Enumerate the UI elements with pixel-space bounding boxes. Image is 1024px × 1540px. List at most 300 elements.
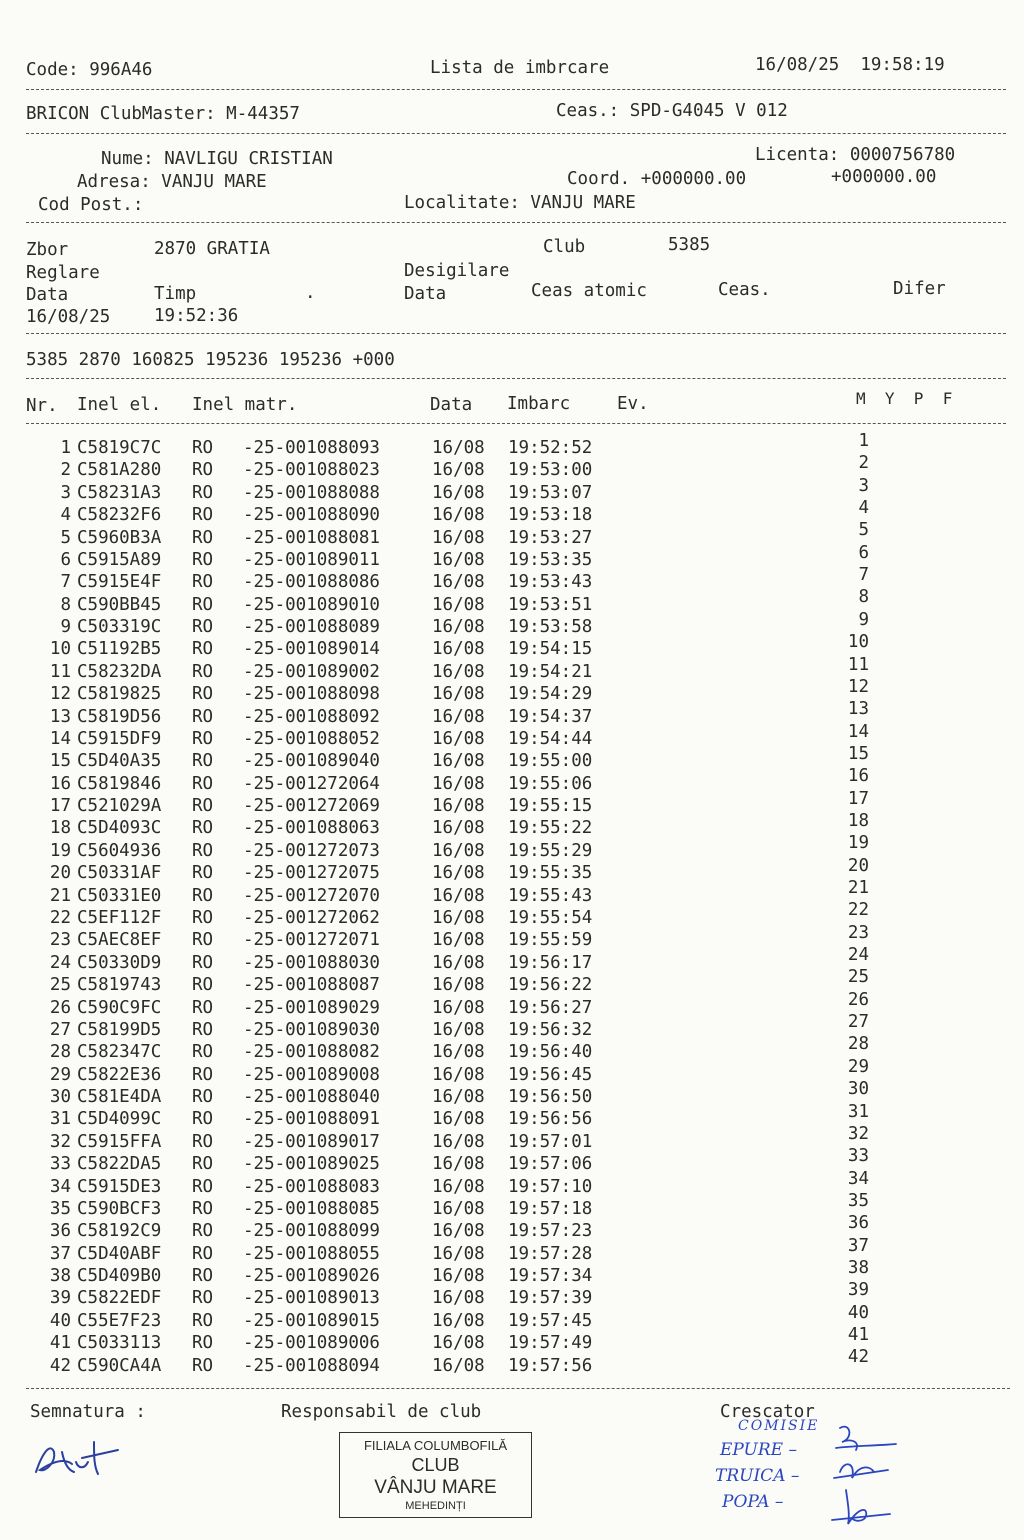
position-number: 28 xyxy=(847,1034,869,1055)
ring-country: RO xyxy=(192,527,214,548)
owner-address: Adresa: VANJU MARE xyxy=(77,172,267,192)
electronic-ring: C590CA4A xyxy=(77,1355,162,1376)
arrival-date: 16/08 xyxy=(432,1266,485,1287)
row-number: 22 xyxy=(49,907,71,928)
timp-label: Timp xyxy=(154,284,197,304)
difer-label: Difer xyxy=(893,279,946,299)
electronic-ring: C5D4099C xyxy=(77,1109,162,1130)
registration-ring: -25-001088098 xyxy=(243,684,380,705)
arrival-time: 19:53:43 xyxy=(508,572,593,593)
table-row xyxy=(0,654,1024,686)
registration-ring: -25-001088083 xyxy=(243,1176,380,1197)
divider xyxy=(26,423,1006,424)
registration-ring: -25-001088092 xyxy=(243,706,380,727)
registration-ring: -25-001088086 xyxy=(243,572,380,593)
ring-country: RO xyxy=(192,773,214,794)
position-number: 25 xyxy=(847,967,869,988)
club-label: Club xyxy=(543,237,586,257)
ring-country: RO xyxy=(192,1243,214,1264)
electronic-ring: C5915DF9 xyxy=(77,728,162,749)
registration-ring: -25-001088081 xyxy=(243,527,380,548)
table-row xyxy=(0,1190,1024,1224)
col-header-ev: Ev. xyxy=(617,394,649,414)
arrival-date: 16/08 xyxy=(432,1355,485,1376)
electronic-ring: C5604936 xyxy=(77,840,162,861)
arrival-time: 19:56:45 xyxy=(508,1064,593,1085)
divider xyxy=(26,89,1006,90)
commission-member-1: EPURE – xyxy=(720,1440,797,1460)
position-number: 26 xyxy=(847,989,869,1010)
registration-ring: -25-001088093 xyxy=(243,438,380,458)
position-number: 17 xyxy=(847,788,869,809)
arrival-time: 19:56:32 xyxy=(508,1019,593,1040)
document-title: Lista de imbrcare xyxy=(430,58,610,78)
electronic-ring: C58232F6 xyxy=(77,505,162,526)
registration-ring: -25-001088085 xyxy=(243,1198,380,1219)
arrival-time: 19:54:29 xyxy=(508,684,593,705)
registration-ring: -25-001089029 xyxy=(243,997,380,1018)
ring-country: RO xyxy=(192,1064,214,1085)
registration-ring: -25-001272070 xyxy=(243,885,380,906)
flight-code-line: 5385 2870 160825 195236 195236 +000 xyxy=(26,350,395,370)
table-row xyxy=(0,810,1024,843)
ring-country: RO xyxy=(192,907,214,928)
registration-ring: -25-001088082 xyxy=(243,1042,380,1063)
ring-country: RO xyxy=(192,1266,214,1287)
row-number: 13 xyxy=(49,706,71,727)
signature-label: Semnatura : xyxy=(30,1402,146,1422)
ring-country: RO xyxy=(192,863,214,884)
electronic-ring: C521029A xyxy=(77,796,162,817)
row-number: 8 xyxy=(60,594,71,615)
electronic-ring: C58192C9 xyxy=(77,1221,162,1242)
table-row xyxy=(0,609,1024,641)
table-row xyxy=(0,565,1024,596)
electronic-ring: C5822DA5 xyxy=(77,1154,162,1175)
arrival-date: 16/08 xyxy=(432,930,485,951)
arrival-time: 19:53:58 xyxy=(508,617,593,638)
registration-ring: -25-001088055 xyxy=(243,1243,380,1264)
arrival-date: 16/08 xyxy=(432,639,485,660)
col-header-inel-el: Inel el. xyxy=(77,395,162,415)
electronic-ring: C503319C xyxy=(77,617,162,638)
ring-country: RO xyxy=(192,594,214,615)
table-row xyxy=(0,1280,1024,1313)
col-header-nr: Nr. xyxy=(26,396,58,416)
table-row xyxy=(0,1347,1024,1380)
ring-country: RO xyxy=(192,1019,214,1040)
ring-country: RO xyxy=(192,661,214,682)
arrival-date: 16/08 xyxy=(432,975,485,996)
ring-country: RO xyxy=(192,1109,214,1130)
arrival-time: 19:57:18 xyxy=(508,1198,593,1219)
electronic-ring: C5915A89 xyxy=(77,549,162,570)
registration-ring: -25-001088099 xyxy=(243,1221,380,1242)
divider xyxy=(26,222,1006,223)
row-number: 2 xyxy=(60,460,71,481)
row-number: 9 xyxy=(60,617,71,638)
position-number: 24 xyxy=(847,945,869,966)
row-number: 41 xyxy=(49,1333,71,1354)
document-code: Code: 996A46 xyxy=(26,60,153,80)
registration-ring: -25-001088040 xyxy=(243,1087,380,1108)
table-row xyxy=(0,1213,1024,1246)
table-row xyxy=(0,498,1024,529)
flight-value: 2870 GRATIA xyxy=(154,239,270,259)
arrival-time: 19:53:00 xyxy=(508,460,593,481)
ring-country: RO xyxy=(192,751,214,772)
col-header-data: Data xyxy=(430,395,473,415)
table-row xyxy=(0,922,1024,955)
arrival-date: 16/08 xyxy=(432,1131,485,1152)
commission-member-2: TRUICA – xyxy=(715,1466,800,1486)
ring-country: RO xyxy=(192,818,214,839)
position-number: 41 xyxy=(847,1325,869,1345)
row-number: 30 xyxy=(49,1087,71,1108)
ring-country: RO xyxy=(192,639,214,660)
electronic-ring: C58231A3 xyxy=(77,482,162,503)
owner-coord: Coord. +000000.00 xyxy=(567,169,747,189)
ring-country: RO xyxy=(192,1087,214,1108)
arrival-date: 16/08 xyxy=(432,1064,485,1085)
row-number: 14 xyxy=(49,728,71,749)
signature-mark xyxy=(28,1432,128,1487)
arrival-time: 19:57:23 xyxy=(508,1221,593,1242)
electronic-ring: C581A280 xyxy=(77,460,162,481)
electronic-ring: C590BCF3 xyxy=(77,1198,162,1219)
ring-country: RO xyxy=(192,1042,214,1063)
owner-license: Licenta: 0000756780 xyxy=(755,145,956,165)
col-header-inel-matr: Inel matr. xyxy=(192,395,298,415)
electronic-ring: C58232DA xyxy=(77,661,162,682)
registration-ring: -25-001089040 xyxy=(243,751,380,772)
registration-ring: -25-001088089 xyxy=(243,617,380,638)
table-row xyxy=(0,743,1024,776)
registration-ring: -25-001088087 xyxy=(243,975,380,996)
table-row xyxy=(0,900,1024,932)
club-value: 5385 xyxy=(668,235,711,255)
ring-country: RO xyxy=(192,1221,214,1242)
row-number: 31 xyxy=(49,1109,71,1130)
table-row xyxy=(0,945,1024,977)
registration-ring: -25-001088023 xyxy=(243,460,380,481)
arrival-time: 19:55:43 xyxy=(508,885,593,906)
arrival-time: 19:55:06 xyxy=(508,773,593,794)
electronic-ring: C5822E36 xyxy=(77,1064,162,1085)
position-number: 10 xyxy=(847,632,869,653)
arrival-time: 19:53:07 xyxy=(508,482,593,503)
clock-id: Ceas.: SPD-G4045 V 012 xyxy=(556,101,788,121)
arrival-time: 19:54:21 xyxy=(508,661,593,682)
registration-ring: -25-001088030 xyxy=(243,952,380,973)
table-row xyxy=(0,1168,1024,1201)
table-row xyxy=(0,431,1024,462)
registration-ring: -25-001272073 xyxy=(243,840,380,861)
position-number: 8 xyxy=(858,587,869,608)
position-number: 16 xyxy=(847,766,869,787)
registration-ring: -25-001089015 xyxy=(243,1310,380,1331)
table-row xyxy=(0,967,1024,1000)
row-number: 20 xyxy=(49,863,71,884)
registration-ring: -25-001089010 xyxy=(243,594,380,615)
arrival-date: 16/08 xyxy=(432,863,485,884)
position-number: 12 xyxy=(847,676,869,697)
row-number: 29 xyxy=(49,1064,71,1085)
electronic-ring: C5915DE3 xyxy=(77,1176,162,1197)
ring-country: RO xyxy=(192,460,214,481)
arrival-time: 19:56:56 xyxy=(508,1109,593,1130)
arrival-date: 16/08 xyxy=(432,438,485,458)
arrival-date: 16/08 xyxy=(432,1221,485,1242)
ring-country: RO xyxy=(192,438,214,458)
position-number: 35 xyxy=(847,1190,869,1211)
ring-country: RO xyxy=(192,952,214,973)
breeder-label: Crescator xyxy=(720,1402,815,1422)
registration-ring: -25-001089014 xyxy=(243,639,380,660)
arrival-date: 16/08 xyxy=(432,1198,485,1219)
electronic-ring: C5915FFA xyxy=(77,1131,162,1152)
registration-ring: -25-001089025 xyxy=(243,1154,380,1175)
divider xyxy=(26,1388,1010,1389)
position-number: 14 xyxy=(847,721,869,742)
data-label: Data xyxy=(26,285,69,305)
row-number: 32 xyxy=(49,1131,71,1152)
electronic-ring: C5AEC8EF xyxy=(77,930,162,951)
print-datetime: 16/08/25 19:58:19 xyxy=(755,55,945,75)
registration-ring: -25-001272062 xyxy=(243,907,380,928)
commission-signatures xyxy=(830,1420,910,1535)
registration-ring: -25-001272075 xyxy=(243,863,380,884)
stamp-line-2: CLUB xyxy=(411,1455,460,1475)
arrival-time: 19:56:40 xyxy=(508,1042,593,1063)
electronic-ring: C5EF112F xyxy=(77,907,162,928)
arrival-time: 19:57:49 xyxy=(508,1333,593,1354)
arrival-time: 19:55:59 xyxy=(508,930,593,951)
table-row xyxy=(0,520,1024,552)
row-number: 19 xyxy=(49,840,71,861)
arrival-date: 16/08 xyxy=(432,684,485,705)
electronic-ring: C5819743 xyxy=(77,975,162,996)
row-number: 7 xyxy=(60,572,71,593)
owner-coord-2: +000000.00 xyxy=(831,167,937,187)
ring-country: RO xyxy=(192,796,214,817)
row-number: 23 xyxy=(49,930,71,951)
electronic-ring: C5D409B0 xyxy=(77,1266,162,1287)
row-number: 38 xyxy=(49,1266,71,1287)
row-number: 24 xyxy=(49,952,71,973)
arrival-date: 16/08 xyxy=(432,661,485,682)
arrival-date: 16/08 xyxy=(432,818,485,839)
arrival-time: 19:56:22 xyxy=(508,975,593,996)
reglare-date: 16/08/25 xyxy=(26,307,111,327)
electronic-ring: C50331AF xyxy=(77,863,162,884)
arrival-date: 16/08 xyxy=(432,885,485,906)
stamp-line-3: VÂNJU MARE xyxy=(374,1477,497,1498)
electronic-ring: C51192B5 xyxy=(77,639,162,660)
registration-ring: -25-001089002 xyxy=(243,661,380,682)
position-number: 33 xyxy=(847,1146,869,1167)
arrival-time: 19:54:44 xyxy=(508,728,593,749)
ring-country: RO xyxy=(192,549,214,570)
reglare-label: Reglare xyxy=(26,263,100,283)
table-row xyxy=(0,1146,1024,1179)
ring-country: RO xyxy=(192,1288,214,1309)
arrival-time: 19:57:28 xyxy=(508,1243,593,1264)
divider xyxy=(26,333,1006,334)
registration-ring: -25-001272069 xyxy=(243,796,380,817)
arrival-date: 16/08 xyxy=(432,594,485,615)
position-number: 42 xyxy=(847,1347,869,1368)
registration-ring: -25-001088094 xyxy=(243,1355,380,1376)
arrival-time: 19:57:06 xyxy=(508,1154,593,1175)
ring-country: RO xyxy=(192,885,214,906)
arrival-date: 16/08 xyxy=(432,505,485,526)
owner-postcode: Cod Post.: xyxy=(38,195,144,215)
registration-ring: -25-001089017 xyxy=(243,1131,380,1152)
col-header-imbarc: Imbarc xyxy=(507,394,571,414)
row-number: 42 xyxy=(49,1355,71,1376)
registration-ring: -25-001089011 xyxy=(243,549,380,570)
arrival-date: 16/08 xyxy=(432,460,485,481)
row-number: 35 xyxy=(49,1198,71,1219)
table-row xyxy=(0,766,1024,798)
arrival-date: 16/08 xyxy=(432,773,485,794)
table-row xyxy=(0,721,1024,753)
table-row xyxy=(0,1034,1024,1067)
arrival-time: 19:53:27 xyxy=(508,527,593,548)
arrival-date: 16/08 xyxy=(432,617,485,638)
arrival-time: 19:57:39 xyxy=(508,1288,593,1309)
arrival-date: 16/08 xyxy=(432,1154,485,1175)
electronic-ring: C5D40ABF xyxy=(77,1243,162,1264)
electronic-ring: C5033113 xyxy=(77,1333,162,1354)
electronic-ring: C5822EDF xyxy=(77,1288,162,1309)
stamp-line-4: MEHEDINȚI xyxy=(405,1500,466,1512)
arrival-time: 19:53:35 xyxy=(508,549,593,570)
table-row xyxy=(0,1056,1024,1089)
arrival-date: 16/08 xyxy=(432,751,485,772)
ring-country: RO xyxy=(192,1131,214,1152)
club-responsible-label: Responsabil de club xyxy=(281,1402,482,1422)
arrival-time: 19:55:29 xyxy=(508,840,593,861)
table-row xyxy=(0,1012,1024,1044)
position-number: 4 xyxy=(858,498,869,519)
arrival-date: 16/08 xyxy=(432,952,485,973)
row-number: 3 xyxy=(60,482,71,503)
ring-country: RO xyxy=(192,706,214,727)
arrival-date: 16/08 xyxy=(432,1310,485,1331)
position-number: 39 xyxy=(847,1280,869,1301)
arrival-date: 16/08 xyxy=(432,728,485,749)
divider xyxy=(26,378,1006,379)
electronic-ring: C55E7F23 xyxy=(77,1310,162,1331)
arrival-date: 16/08 xyxy=(432,1087,485,1108)
position-number: 7 xyxy=(858,565,869,586)
arrival-time: 19:55:00 xyxy=(508,751,593,772)
row-number: 26 xyxy=(49,997,71,1018)
col-header-mypf: M Y P F xyxy=(856,389,953,408)
ring-country: RO xyxy=(192,1310,214,1331)
dot-mark: . xyxy=(305,283,316,303)
registration-ring: -25-001088052 xyxy=(243,728,380,749)
table-row xyxy=(0,587,1024,619)
arrival-date: 16/08 xyxy=(432,527,485,548)
table-row xyxy=(0,676,1024,708)
electronic-ring: C5819C7C xyxy=(77,438,162,458)
desigilare-label: Desigilare xyxy=(404,261,510,281)
electronic-ring: C581E4DA xyxy=(77,1087,162,1108)
ring-country: RO xyxy=(192,1198,214,1219)
arrival-date: 16/08 xyxy=(432,796,485,817)
commission-label: COMISIE xyxy=(738,1418,820,1434)
row-number: 17 xyxy=(49,796,71,817)
arrival-date: 16/08 xyxy=(432,840,485,861)
arrival-time: 19:57:10 xyxy=(508,1176,593,1197)
ring-country: RO xyxy=(192,572,214,593)
reglare-time: 19:52:36 xyxy=(154,306,239,326)
arrival-time: 19:57:34 xyxy=(508,1266,593,1287)
row-number: 25 xyxy=(49,975,71,996)
table-row xyxy=(0,1101,1024,1134)
arrival-time: 19:54:15 xyxy=(508,639,593,660)
position-number: 34 xyxy=(847,1168,869,1189)
ring-country: RO xyxy=(192,930,214,951)
ring-country: RO xyxy=(192,1333,214,1354)
divider xyxy=(26,133,1006,134)
electronic-ring: C590C9FC xyxy=(77,997,162,1018)
position-number: 21 xyxy=(847,878,869,898)
row-number: 6 xyxy=(60,549,71,570)
table-row xyxy=(0,632,1024,664)
position-number: 1 xyxy=(858,431,869,451)
ring-country: RO xyxy=(192,1154,214,1175)
electronic-ring: C5D40A35 xyxy=(77,751,162,772)
ring-country: RO xyxy=(192,997,214,1018)
table-row xyxy=(0,542,1024,574)
arrival-time: 19:55:54 xyxy=(508,907,593,928)
row-number: 27 xyxy=(49,1019,71,1040)
ring-country: RO xyxy=(192,505,214,526)
arrival-date: 16/08 xyxy=(432,572,485,593)
electronic-ring: C58199D5 xyxy=(77,1019,162,1040)
position-number: 32 xyxy=(847,1123,869,1144)
ring-country: RO xyxy=(192,482,214,503)
owner-locality: Localitate: VANJU MARE xyxy=(404,193,636,213)
ring-country: RO xyxy=(192,840,214,861)
position-number: 18 xyxy=(847,810,869,831)
ring-country: RO xyxy=(192,975,214,996)
row-number: 18 xyxy=(49,818,71,839)
arrival-time: 19:57:45 xyxy=(508,1310,593,1331)
registration-ring: -25-001089026 xyxy=(243,1266,380,1287)
electronic-ring: C5960B3A xyxy=(77,527,162,548)
position-number: 37 xyxy=(847,1235,869,1256)
position-number: 36 xyxy=(847,1213,869,1234)
table-row xyxy=(0,453,1024,484)
arrival-date: 16/08 xyxy=(432,1019,485,1040)
electronic-ring: C50330D9 xyxy=(77,952,162,973)
row-number: 40 xyxy=(49,1310,71,1331)
arrival-date: 16/08 xyxy=(432,997,485,1018)
registration-ring: -25-001089013 xyxy=(243,1288,380,1309)
table-row xyxy=(0,855,1024,888)
position-number: 27 xyxy=(847,1012,869,1033)
arrival-date: 16/08 xyxy=(432,482,485,503)
position-number: 9 xyxy=(858,609,869,630)
position-number: 22 xyxy=(847,900,869,921)
ring-country: RO xyxy=(192,684,214,705)
club-stamp xyxy=(339,1432,532,1518)
